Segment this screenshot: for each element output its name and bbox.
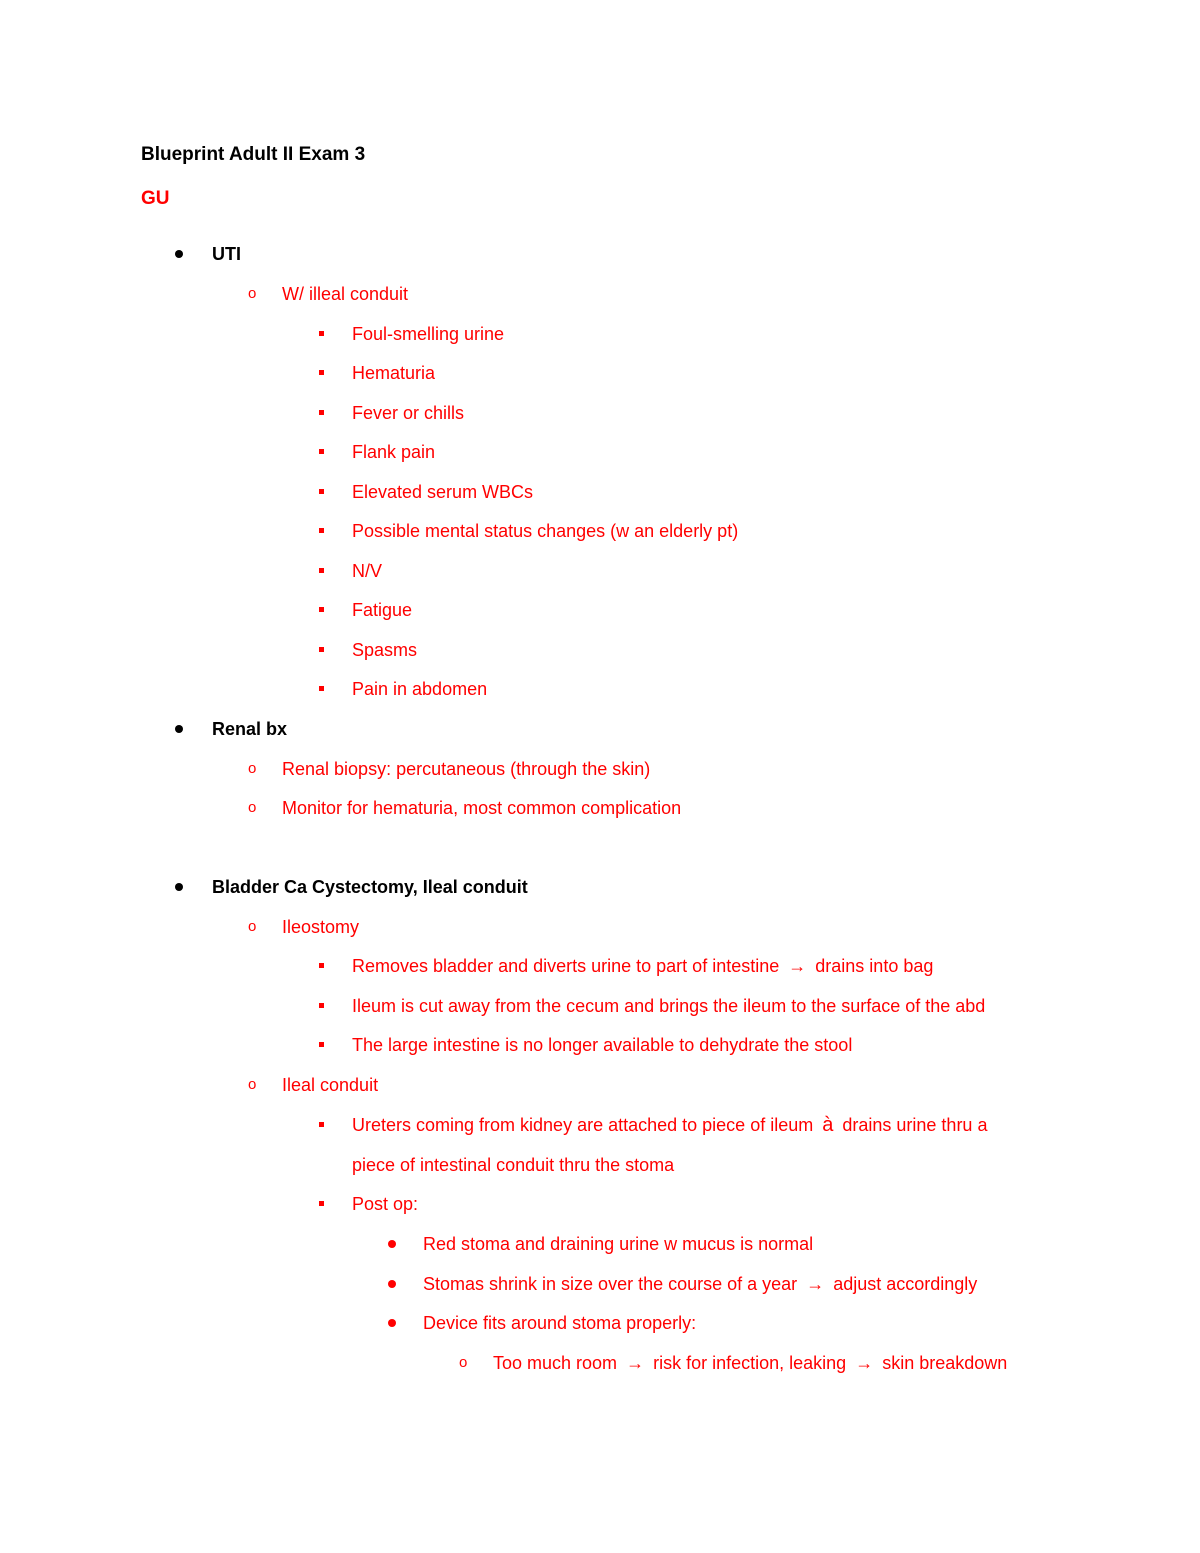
circle-bullet-icon: o [248,799,257,816]
square-bullet-icon [319,1042,324,1047]
arrow-right-icon: → [806,1274,825,1294]
square-bullet-icon [319,1201,324,1206]
bullet-icon [388,1280,396,1288]
circle-bullet-icon: o [248,918,257,935]
postop-item-text: adjust accordingly [833,1274,978,1294]
topic-bladder-ca: Bladder Ca Cystectomy, Ileal conduit [212,877,528,897]
bullet-icon [388,1319,396,1327]
topic-renal-bx: Renal bx [212,719,288,739]
conduit-item-text: drains urine thru a [842,1115,988,1135]
square-bullet-icon [319,1003,324,1008]
topic-uti: UTI [212,244,241,264]
arrow-right-icon: → [788,956,807,976]
uti-item: Hematuria [352,363,436,383]
square-bullet-icon [319,449,324,454]
conduit-item-continuation: piece of intestinal conduit thru the stoma [352,1155,675,1175]
conduit-item-text: Ureters coming from kidney are attached to piece of ileum [352,1115,814,1135]
bullet-icon [175,725,183,733]
conduit-item [352,1114,987,1136]
square-bullet-icon [319,607,324,612]
section-heading: GU [141,188,170,209]
circle-bullet-icon: o [248,760,257,777]
ileostomy-heading: Ileostomy [282,917,360,937]
fit-item [493,1352,1007,1374]
uti-item: Possible mental status changes (w an elderly pt) [352,521,739,541]
uti-item: N/V [352,561,383,581]
ileostomy-item-text: Removes bladder and diverts urine to part of intestine [352,956,780,976]
ileostomy-item: Ileum is cut away from the cecum and brings the ileum to the surface of the abd [352,996,986,1016]
postop-heading: Post op: [352,1194,419,1214]
conduit-arrow-glyph: à [822,1114,834,1136]
square-bullet-icon [319,410,324,415]
ileal-conduit-heading: Ileal conduit [282,1075,379,1095]
uti-item: Elevated serum WBCs [352,482,534,502]
square-bullet-icon [319,963,324,968]
fit-item-text: Too much room [493,1353,618,1373]
postop-item: Red stoma and draining urine w mucus is normal [423,1234,814,1254]
uti-item: Flank pain [352,442,436,462]
square-bullet-icon [319,647,324,652]
circle-bullet-icon: o [248,1076,257,1093]
postop-item [423,1273,977,1295]
square-bullet-icon [319,370,324,375]
square-bullet-icon [319,686,324,691]
circle-bullet-icon: o [459,1354,468,1371]
uti-item: Spasms [352,640,418,660]
square-bullet-icon [319,1122,324,1127]
square-bullet-icon [319,331,324,336]
arrow-right-icon: → [626,1353,645,1373]
uti-item: Fatigue [352,600,413,620]
uti-item: Pain in abdomen [352,679,488,699]
uti-subheading: W/ illeal conduit [282,284,409,304]
square-bullet-icon [319,528,324,533]
ileostomy-item [352,955,933,977]
fit-item-text: skin breakdown [882,1353,1008,1373]
bullet-icon [175,883,183,891]
arrow-right-icon: → [855,1353,874,1373]
ileostomy-item-text: drains into bag [815,956,934,976]
bullet-icon [388,1240,396,1248]
renal-item: Renal biopsy: percutaneous (through the skin) [282,759,651,779]
renal-item: Monitor for hematuria, most common complication [282,798,682,818]
document-title: Blueprint Adult II Exam 3 [141,144,366,165]
uti-item: Fever or chills [352,403,465,423]
fit-item-text: risk for infection, leaking [653,1353,847,1373]
square-bullet-icon [319,489,324,494]
circle-bullet-icon: o [248,285,257,302]
bullet-icon [175,250,183,258]
square-bullet-icon [319,568,324,573]
postop-item-text: Stomas shrink in size over the course of a year [423,1274,798,1294]
uti-item: Foul-smelling urine [352,324,505,344]
postop-item: Device fits around stoma properly: [423,1313,697,1333]
ileostomy-item: The large intestine is no longer available to dehydrate the stool [352,1035,853,1055]
